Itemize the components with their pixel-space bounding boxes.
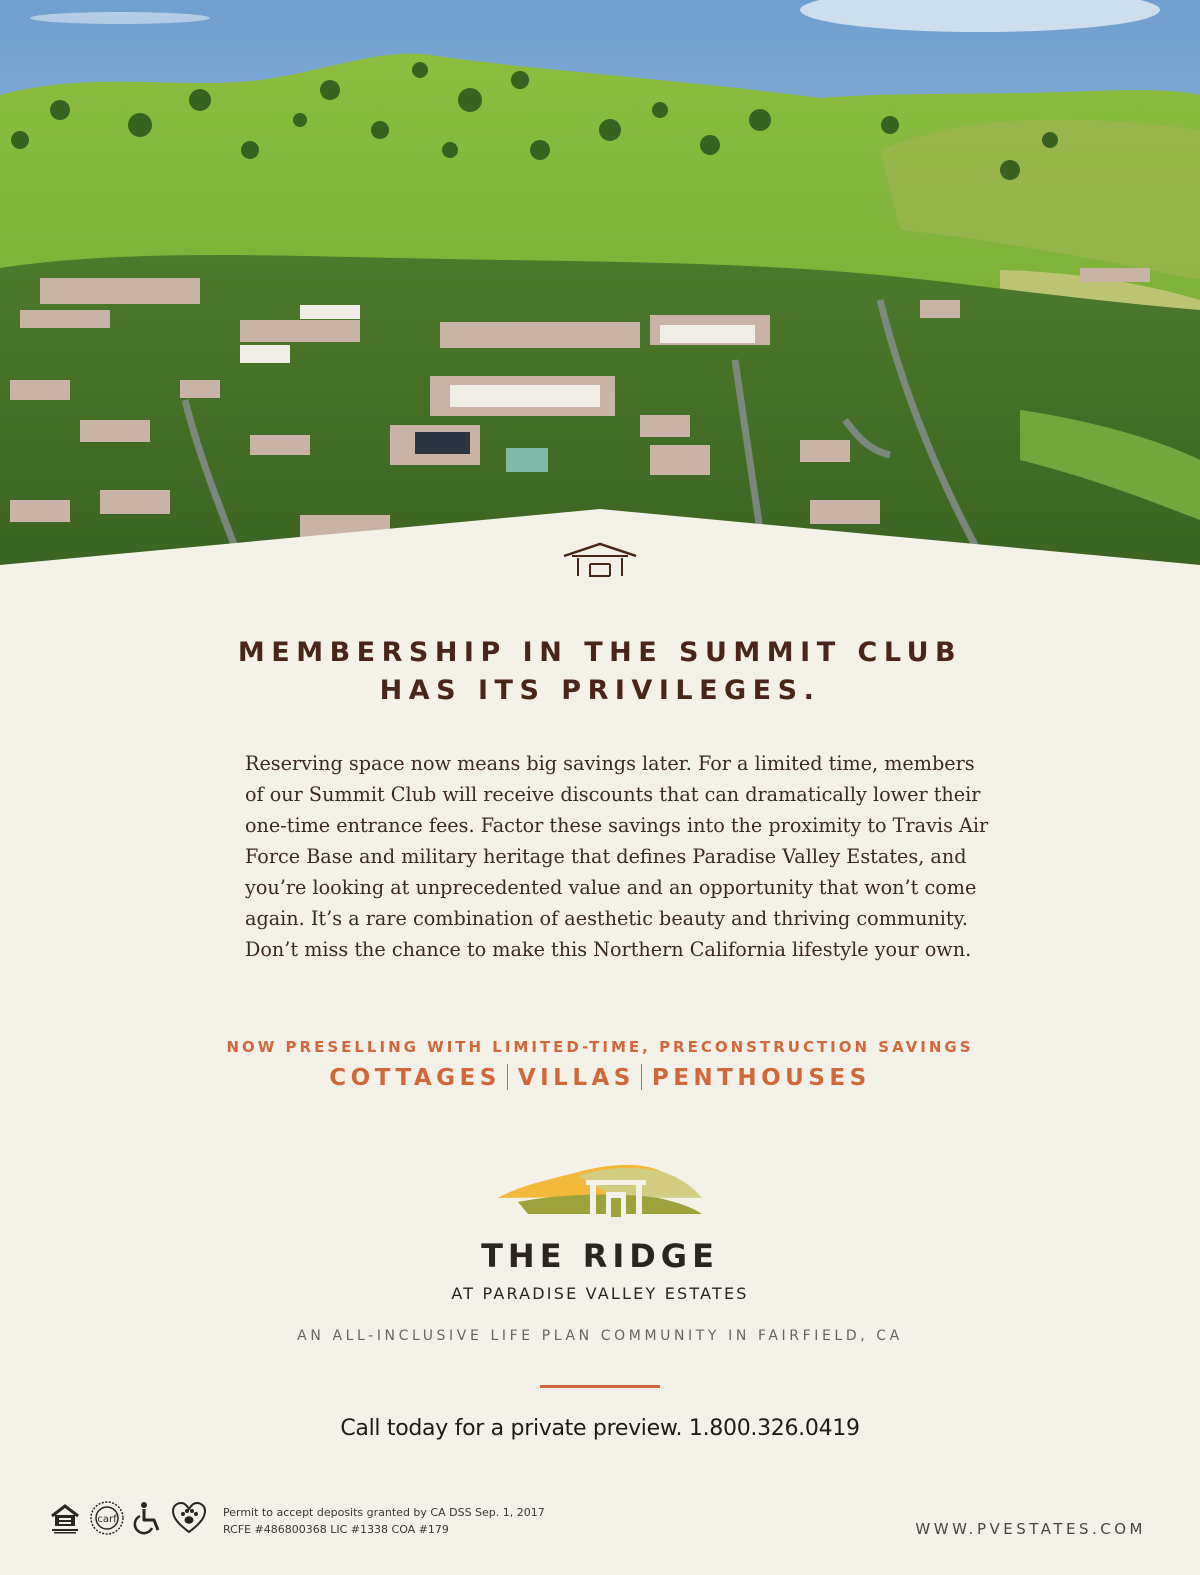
legal-license-line: RCFE #486800368 LIC #1338 COA #179 [223,1523,449,1536]
headline [100,634,1100,710]
accessibility-icon [132,1500,164,1536]
residence-type-villas: VILLAS [517,1065,635,1091]
pet-friendly-icon [171,1501,207,1535]
accent-divider [540,1385,660,1388]
residence-types [0,1063,1200,1093]
certification-badges [48,1500,207,1536]
body-paragraph [245,748,989,965]
body-line: again. It’s a rare combination of aesthetic beauty and thriving community. [245,907,969,930]
body-line: Force Base and military heritage that defines Paradise Valley Estates, and [245,845,967,868]
hero-aerial-photo [0,0,1200,568]
call-to-action: Call today for a private preview. 1.800.326.0419 [340,1416,860,1441]
building-roof-icon [560,540,640,580]
residence-type-penthouses: PENTHOUSES [651,1065,871,1091]
brand-name: THE RIDGE [481,1237,719,1275]
type-divider [641,1064,642,1090]
equal-housing-opportunity-icon [48,1501,82,1535]
brand-subtitle: AT PARADISE VALLEY ESTATES [451,1284,749,1303]
headline-line-2: HAS ITS PRIVILEGES. [379,675,821,706]
svg-text:carf: carf [97,1514,117,1525]
body-line: Reserving space now means big savings later. For a limited time, members [245,752,975,775]
type-divider [507,1064,508,1090]
body-line: Don’t miss the chance to make this Northern California lifestyle your own. [245,938,972,961]
legal-text [223,1504,545,1538]
the-ridge-logo-icon [498,1162,704,1222]
website-url: WWW.PVESTATES.COM [915,1520,1146,1538]
residence-type-cottages: COTTAGES [329,1065,501,1091]
body-line: of our Summit Club will receive discounts that can dramatically lower their [245,783,981,806]
community-tagline: AN ALL-INCLUSIVE LIFE PLAN COMMUNITY IN FAIRFIELD, CA [297,1328,903,1344]
presell-tagline: NOW PRESELLING WITH LIMITED-TIME, PRECONSTRUCTION SAVINGS [226,1038,974,1056]
body-line: one-time entrance fees. Factor these savings into the proximity to Travis Air [245,814,989,837]
body-line: you’re looking at unprecedented value and an opportunity that won’t come [245,876,977,899]
legal-permit-line: Permit to accept deposits granted by CA DSS Sep. 1, 2017 [223,1506,545,1519]
headline-line-1: MEMBERSHIP IN THE SUMMIT CLUB [237,637,963,668]
carf-icon [89,1500,125,1536]
